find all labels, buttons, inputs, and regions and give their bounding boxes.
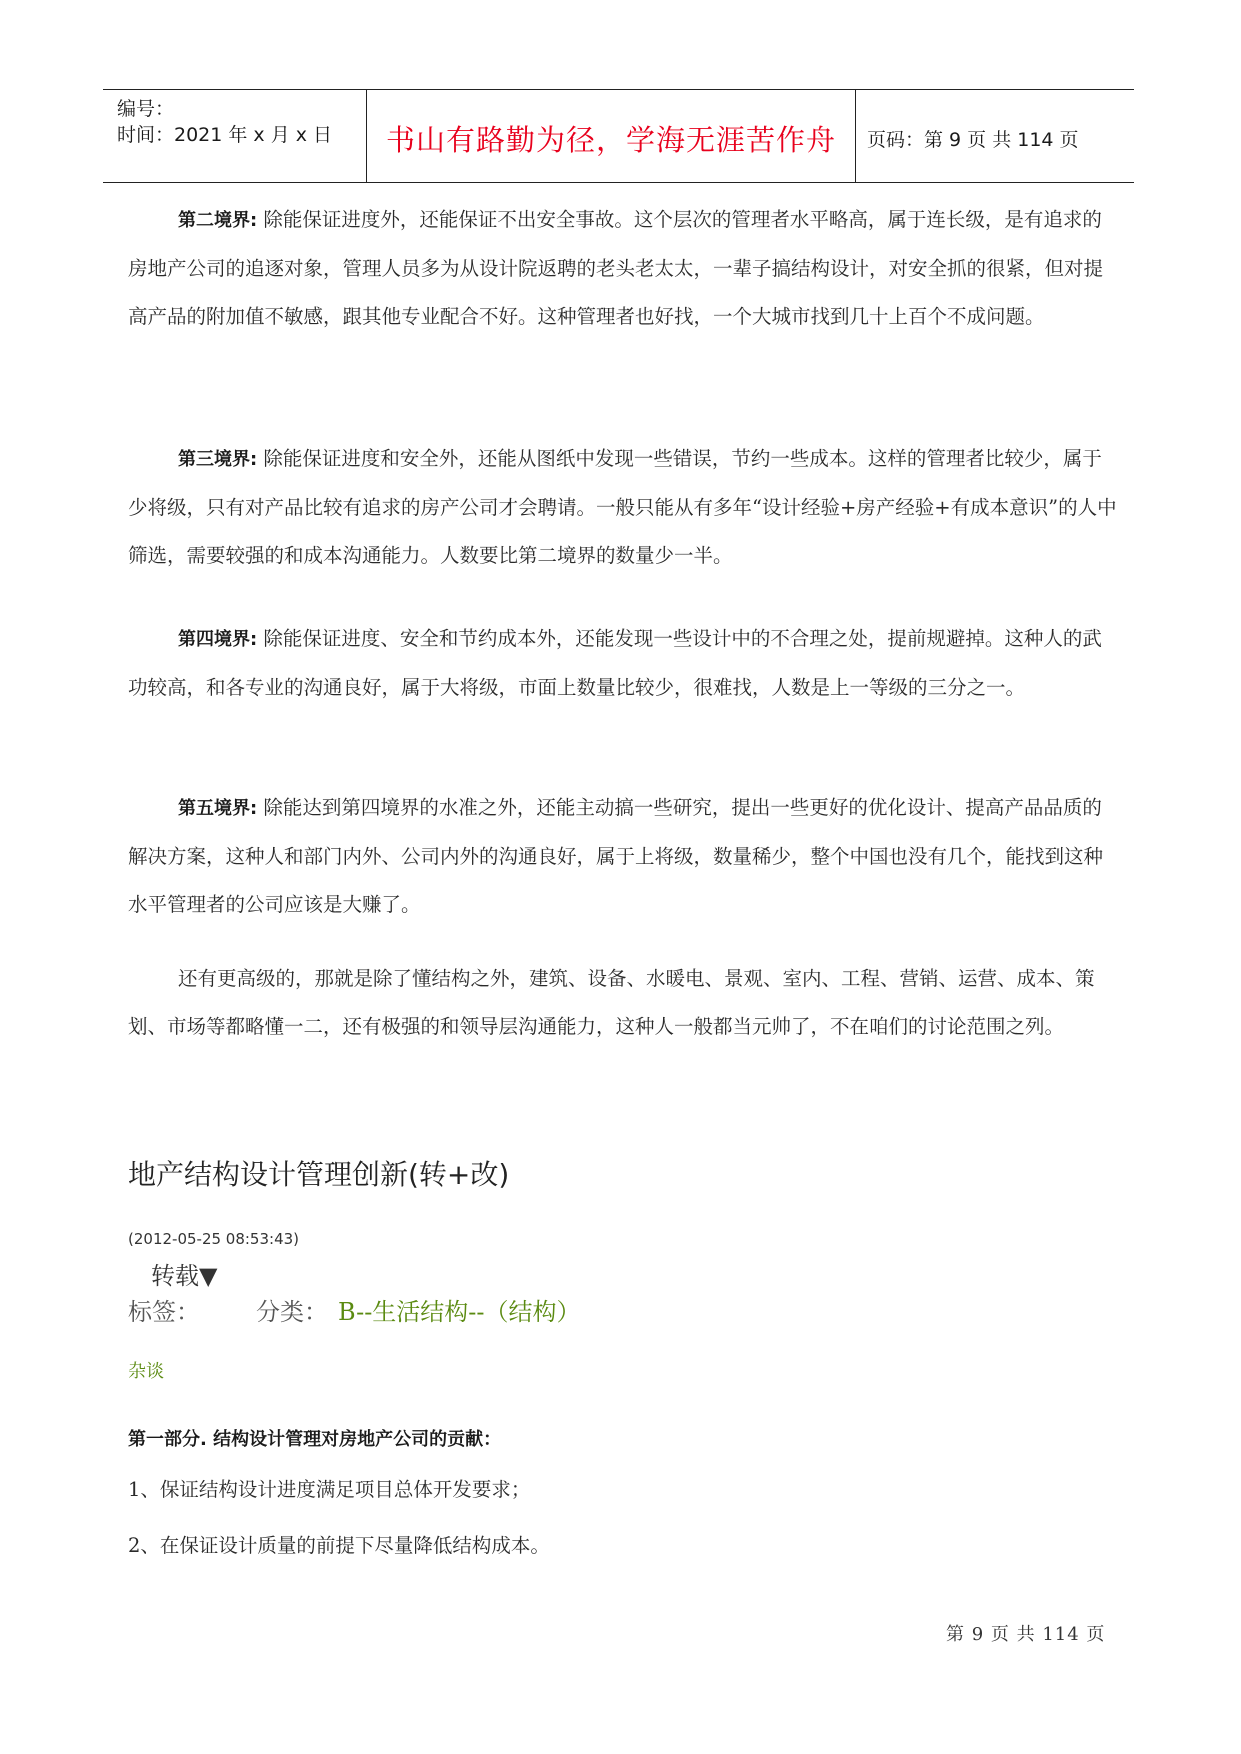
page-footer: 第 9 页 共 114 页 <box>946 1624 1106 1645</box>
list-item: 1、保证结构设计进度满足项目总体开发要求； <box>128 1478 531 1501</box>
document-number-label: 编号： <box>117 98 175 120</box>
header-page-cell <box>854 90 1134 182</box>
article-date: (2012-05-25 08:53:43) <box>128 1230 300 1248</box>
tag-link[interactable]: 杂谈 <box>128 1361 164 1382</box>
paragraph-body: 除能保证进度外，还能保证不出安全事故。这个层次的管理者水平略高，属于连长级，是有追求的房地产公司的追逐对象，管理人员多为从设计院返聘的老头老太太，一辈子搞结构设计，对安全抓的很紧，但对提高产品的附加值不敏感，跟其他专业配合不好。这种管理者也好找，一个大城市找到几十上百个不成问题。 <box>128 208 1104 328</box>
paragraph-level-two <box>128 196 1118 341</box>
paragraph-body: 除能保证进度和安全外，还能从图纸中发现一些错误，节约一些成本。这样的管理者比较少，属于少将级，只有对产品比较有追求的房产公司才会聘请。一般只能从有多年“设计经验+房产经验+有成本意识”的人中筛选，需要较强的和成本沟通能力。人数要比第二境界的数量少一半。 <box>128 447 1117 567</box>
paragraph-level-four <box>128 615 1118 712</box>
paragraph-level-three <box>128 435 1118 580</box>
paragraph-body: 除能达到第四境界的水准之外，还能主动搞一些研究，提出一些更好的优化设计、提高产品品质的解决方案，这种人和部门内外、公司内外的沟通良好，属于上将级，数量稀少，整个中国也没有几个，能找到这种水平管理者的公司应该是大赚了。 <box>128 796 1104 916</box>
section-heading: 第一部分. 结构设计管理对房地产公司的贡献： <box>128 1429 502 1450</box>
paragraph-level-five <box>128 784 1118 929</box>
paragraph-lead: 第三境界: <box>178 449 258 470</box>
repost-link[interactable]: 转载▼ <box>151 1262 218 1290</box>
paragraph-higher-level <box>128 955 1118 1051</box>
category-label: 分类： <box>256 1298 328 1326</box>
article-title: 地产结构设计管理创新(转+改) <box>128 1158 510 1191</box>
paragraph-body: 除能保证进度、安全和节约成本外，还能发现一些设计中的不合理之处，提前规避掉。这种人的武功较高，和各专业的沟通良好，属于大将级，市面上数量比较少，很难找，人数是上一等级的三分之一。 <box>128 627 1102 699</box>
paragraph-body: 还有更高级的，那就是除了懂结构之外，建筑、设备、水暖电、景观、室内、工程、营销、运营、成本、策划、市场等都略懂一二，还有极强的和领导层沟通能力，这种人一般都当元帅了，不在咱们的讨论范围之列。 <box>128 967 1095 1038</box>
paragraph-lead: 第四境界: <box>178 629 258 650</box>
paragraph-lead: 第五境界: <box>178 798 258 819</box>
header-motto: 书山有路勤为径，学海无涯苦作舟 <box>385 123 836 157</box>
header-info-cell <box>103 90 366 182</box>
tag-label: 标签： <box>128 1298 200 1326</box>
paragraph-lead: 第二境界: <box>178 210 258 231</box>
list-item: 2、在保证设计质量的前提下尽量降低结构成本。 <box>128 1534 550 1557</box>
tag-category-row <box>128 1292 581 1327</box>
page-header <box>103 89 1134 183</box>
document-time: 时间：2021 年 x 月 x 日 <box>117 124 333 146</box>
category-link[interactable]: B--生活结构--（结构） <box>338 1298 581 1326</box>
header-page-number: 页码：第 9 页 共 114 页 <box>867 129 1079 151</box>
header-motto-cell <box>366 90 856 182</box>
